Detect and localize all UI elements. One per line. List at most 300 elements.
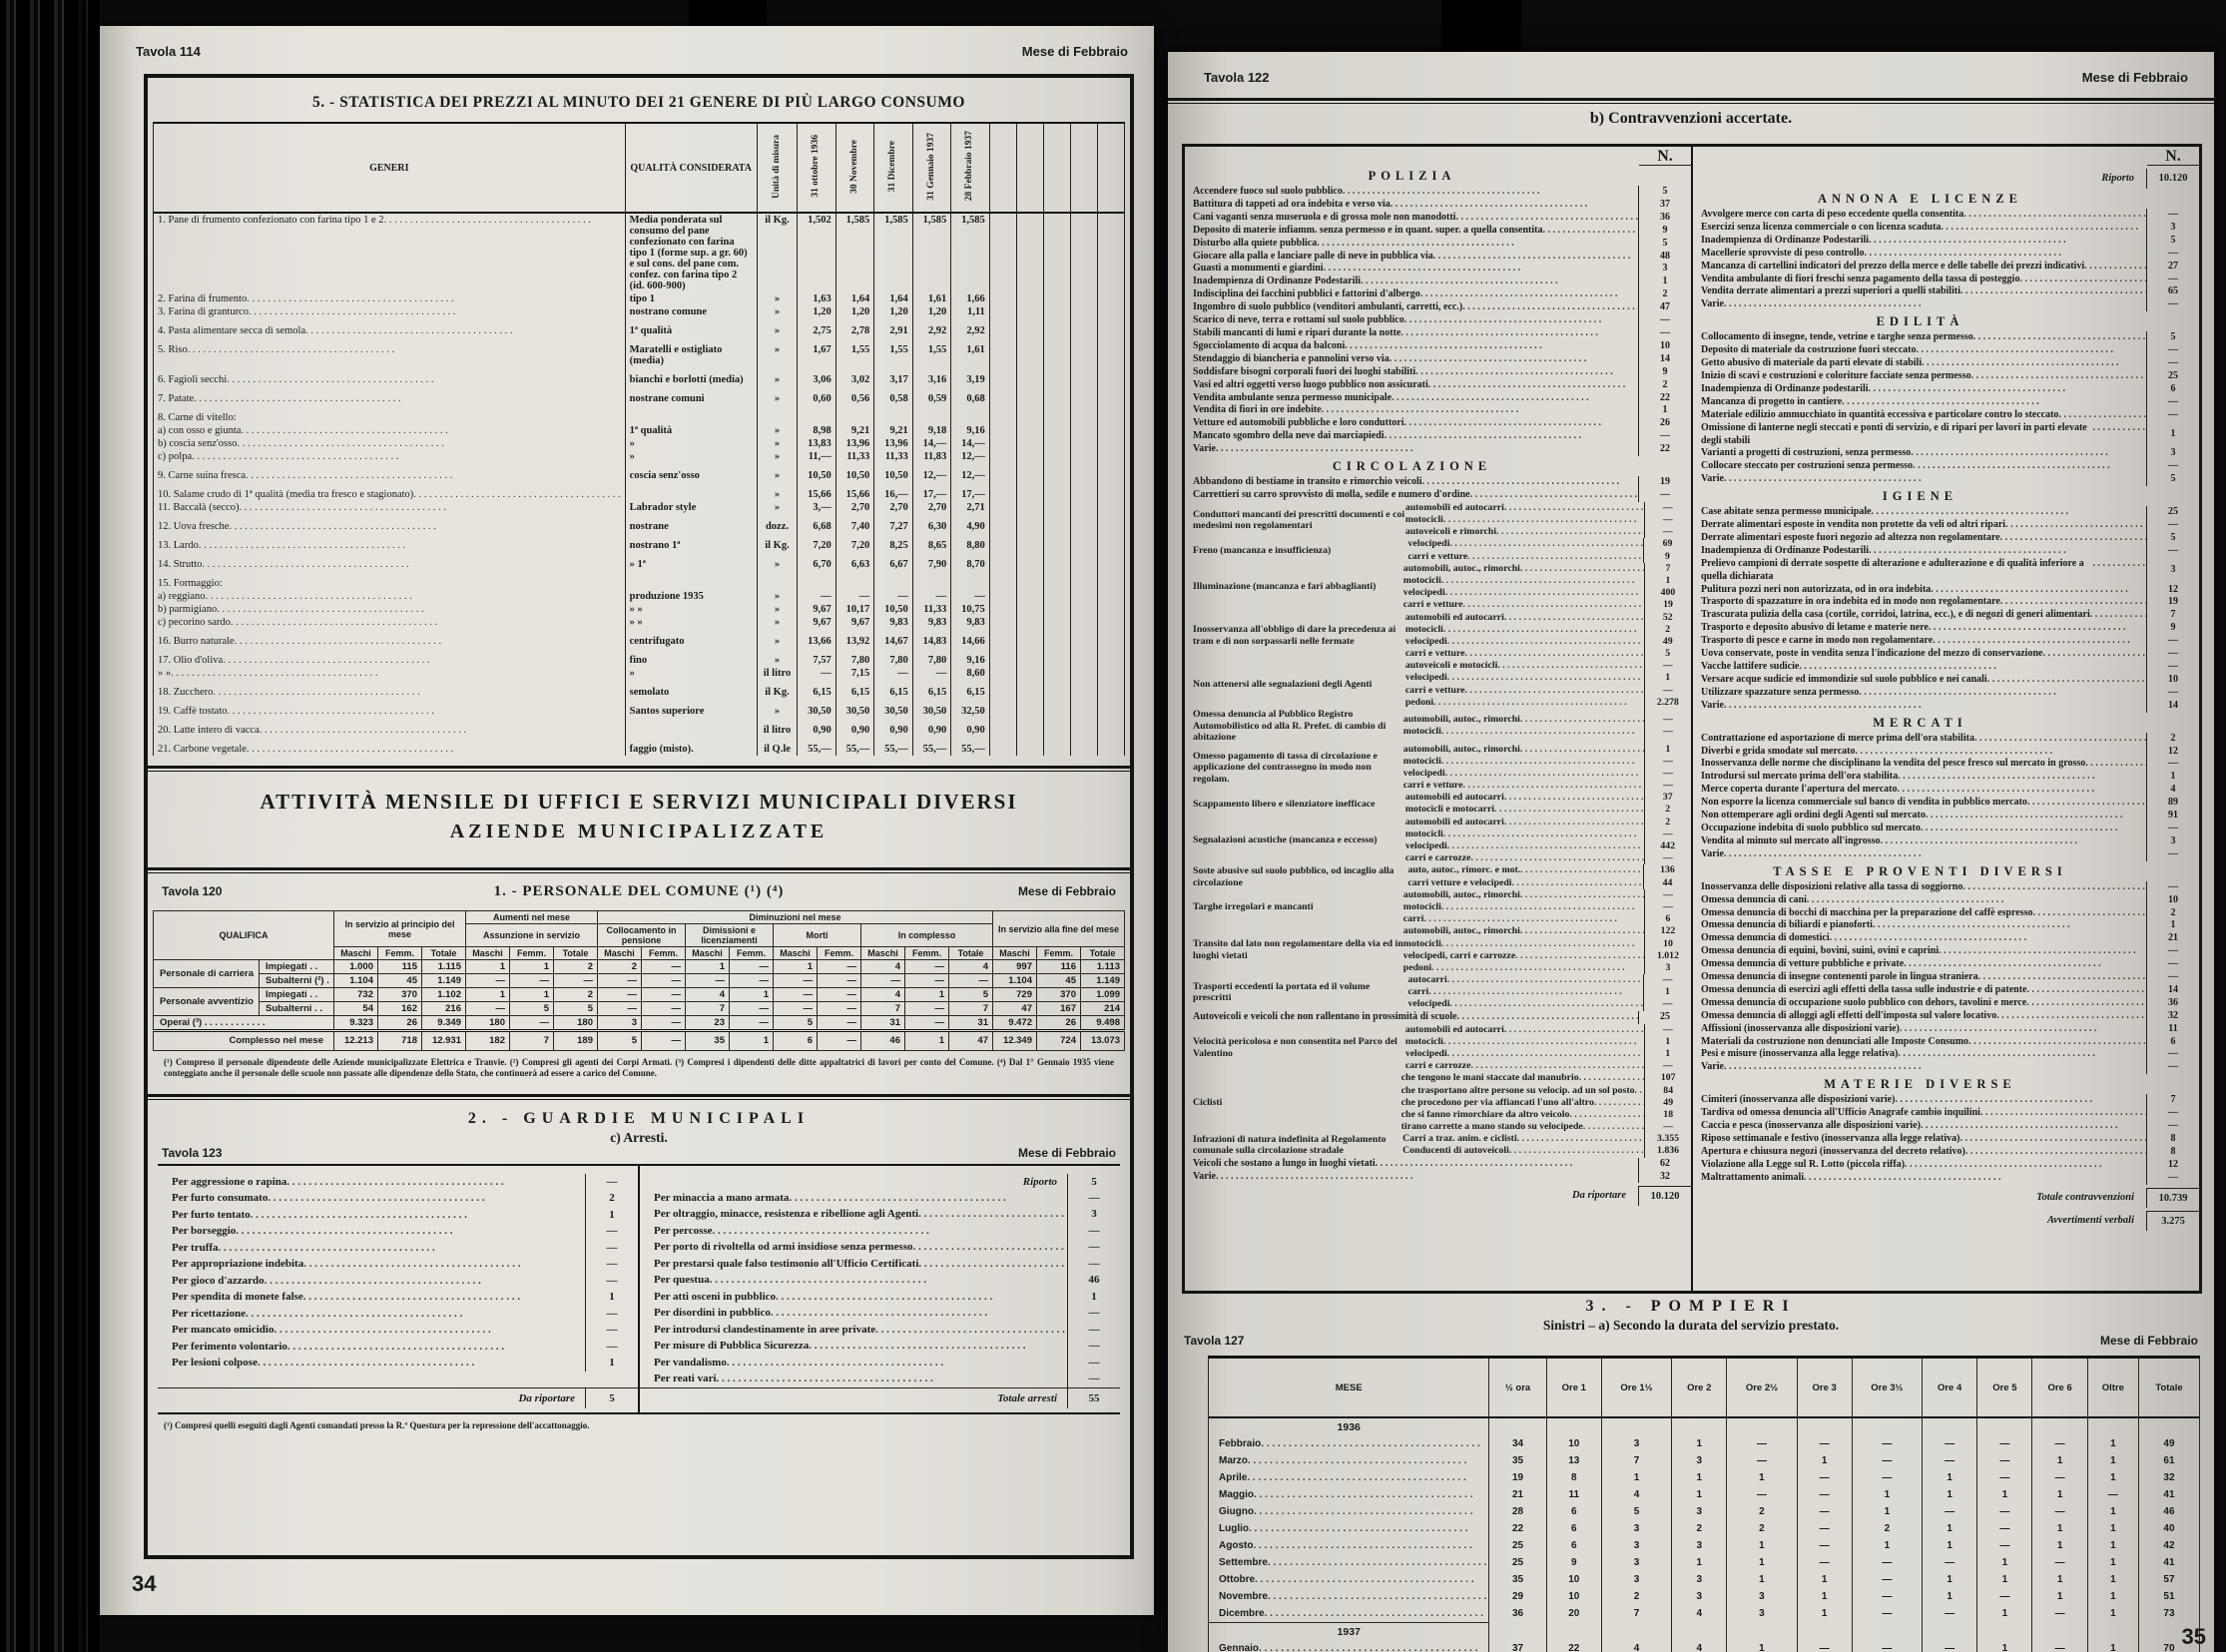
sub-items xyxy=(1403,563,1644,612)
dot-leader xyxy=(1443,514,1644,526)
riporto-row xyxy=(1693,169,2199,189)
empty-cell xyxy=(1097,337,1124,367)
table-row xyxy=(154,386,1125,405)
empty-cell xyxy=(1016,405,1043,424)
month-label: Maggio xyxy=(1219,1489,1254,1500)
dot-leader xyxy=(1216,1171,1638,1184)
month-flex xyxy=(1219,1455,1486,1466)
month-cell xyxy=(1209,1537,1489,1554)
value-cell: — xyxy=(905,1002,949,1016)
dot-leader xyxy=(1268,1591,1487,1602)
empty-cell xyxy=(1016,699,1043,718)
list-item xyxy=(1693,784,2199,797)
month-flex xyxy=(1219,1540,1486,1551)
list-item xyxy=(158,1339,638,1356)
sub-item-label: carri e carrozze xyxy=(1404,1060,1471,1072)
empty-cell xyxy=(1097,514,1124,533)
item-label: Deposito di materie infiamm. senza permesso e in quant. super. a quella consentita xyxy=(1193,224,1543,236)
dot-leader xyxy=(1987,674,2146,687)
list-item xyxy=(158,1174,638,1191)
value-cell: — xyxy=(1922,1452,1976,1469)
value-cell: 3,02 xyxy=(835,367,874,386)
item-main-label: Non attenersi alle segnalazioni degli Agenti xyxy=(1193,678,1373,690)
item-label: Inadempienza di Ordinanze Podestarili xyxy=(1701,234,1870,246)
dot-leader xyxy=(1869,383,2146,396)
dot-leader xyxy=(1520,563,1644,575)
item-text xyxy=(1693,971,2146,984)
sub-item-values: 7 1 400 19 xyxy=(1644,563,1691,612)
item-value: — xyxy=(2146,958,2199,971)
item-value: — xyxy=(2146,396,2199,409)
item-value: 26 xyxy=(1638,417,1691,430)
dot-leader xyxy=(1248,1455,1487,1466)
table-row xyxy=(154,974,1125,988)
item-value: 8 xyxy=(2146,1146,2199,1159)
value-cell: 1 xyxy=(2087,1537,2138,1554)
table-header-row xyxy=(1209,1358,2200,1418)
list-item xyxy=(1693,1061,2199,1074)
item-label: Inosservanza delle norme che disciplinano la vendita del pesce fresco sul mercato in grosso xyxy=(1701,758,2086,770)
qualita-cell: nostrano 1ª xyxy=(625,533,757,552)
genere-label: 14. Strutto xyxy=(158,559,203,570)
dot-leader xyxy=(249,306,621,317)
list-item-braced xyxy=(1185,612,1691,661)
value-cell: 1 xyxy=(730,1031,774,1051)
list-item xyxy=(1693,370,2199,383)
dot-leader xyxy=(260,725,621,736)
value-cell: — xyxy=(1797,1469,1852,1486)
item-label: Per vandalismo xyxy=(654,1356,727,1369)
table-header-row xyxy=(154,123,1125,213)
dot-leader xyxy=(1922,357,2146,370)
value-cell: 1.115 xyxy=(422,960,466,974)
item-label: Per misure di Pubblica Sicurezza xyxy=(654,1340,810,1352)
column-header: Oltre xyxy=(2087,1358,2138,1418)
sub-item-label: automobili ed autocarri xyxy=(1404,792,1504,804)
dot-leader xyxy=(241,425,620,436)
sub-item-label: carri e vetture xyxy=(1404,684,1465,696)
empty-cell xyxy=(1097,450,1124,463)
empty-cell xyxy=(1016,450,1043,463)
column-header: 31 Dicembre xyxy=(874,123,913,213)
genere-label: 3. Farina di granturco xyxy=(158,306,249,317)
list-item xyxy=(1693,274,2199,286)
table-row xyxy=(154,305,1125,318)
value-cell: 2 xyxy=(1601,1588,1671,1605)
list-item-braced xyxy=(1185,744,1691,793)
empty-cell xyxy=(1016,533,1043,552)
value-cell: 162 xyxy=(378,1002,422,1016)
value-cell: — xyxy=(2032,1503,2087,1520)
value-cell: 7,57 xyxy=(798,648,836,667)
prices-table-title: 5. - STATISTICA DEI PREZZI AL MINUTO DEI 21 GENERE DI PIÙ LARGO CONSUMO xyxy=(312,94,965,111)
empty-cell xyxy=(1097,571,1124,590)
empty-cell xyxy=(1016,590,1043,603)
list-item xyxy=(1693,506,2199,519)
value-cell: 6,70 xyxy=(798,552,836,571)
value-cell: 7,20 xyxy=(835,533,874,552)
dot-leader xyxy=(1962,881,2146,894)
value-cell: — xyxy=(1922,1435,1976,1452)
list-item xyxy=(1693,1172,2199,1185)
column-header: Dimissioni e licenziamenti xyxy=(686,924,774,947)
item-value: 25 xyxy=(2146,370,2199,383)
empty-cell xyxy=(1097,648,1124,667)
list-item xyxy=(1693,997,2199,1010)
page-number-left: 34 xyxy=(132,1571,157,1596)
dot-leader xyxy=(1322,404,1638,417)
value-cell: 2,78 xyxy=(835,318,874,337)
dot-leader xyxy=(1428,379,1638,392)
list-item xyxy=(1693,396,2199,409)
dot-leader xyxy=(1447,672,1644,684)
dot-leader xyxy=(1895,1094,2146,1107)
value-cell: — xyxy=(1977,1435,2032,1452)
dot-leader xyxy=(1911,447,2146,460)
empty-cell xyxy=(1070,629,1097,648)
dot-leader xyxy=(228,706,621,717)
item-text xyxy=(1693,848,2146,861)
table-row xyxy=(1209,1486,2200,1503)
item-text xyxy=(1693,222,2146,235)
empty-cell xyxy=(1043,318,1070,337)
sub-item-label: velocipedi xyxy=(1404,672,1447,684)
dot-leader xyxy=(1447,636,1644,648)
section-title: MATERIE DIVERSE xyxy=(1824,1077,2016,1092)
genere-label: 9. Carne suina fresca xyxy=(158,470,247,481)
value-cell: 9,16 xyxy=(951,648,990,667)
empty-cell xyxy=(1016,501,1043,514)
sub-item-label: che trasportano altre persone su velocip. ad un sol posto xyxy=(1400,1084,1635,1096)
table-row xyxy=(154,603,1125,616)
value-cell: 1,66 xyxy=(951,292,990,305)
item-value: — xyxy=(1638,430,1691,443)
list-item xyxy=(1693,907,2199,920)
guardie-subheader xyxy=(148,1146,1130,1160)
item-value: — xyxy=(2146,460,2199,473)
dot-leader xyxy=(1904,958,2146,971)
list-item xyxy=(1185,263,1691,275)
sub-item-values: 136 44 xyxy=(1643,864,1691,888)
dot-leader xyxy=(1594,1097,1645,1109)
sub-item xyxy=(1405,648,1644,660)
item-label: Varie xyxy=(1701,699,1724,711)
value-cell: 1 xyxy=(1601,1469,1671,1486)
table-row xyxy=(154,699,1125,718)
column-header: Unità di misura xyxy=(757,123,798,213)
dot-leader xyxy=(1254,1506,1486,1517)
item-text xyxy=(1693,835,2146,848)
item-label: Veicoli che sostano a lungo in luoghi vietati xyxy=(1193,1157,1376,1169)
genere-label: » » xyxy=(158,668,172,679)
empty-cell xyxy=(989,699,1016,718)
list-item xyxy=(640,1289,1120,1306)
value-cell: 32,50 xyxy=(951,699,990,718)
item-value: 5 xyxy=(1638,186,1691,199)
item-text xyxy=(1693,545,2146,558)
item-label: Varie xyxy=(1701,473,1724,485)
item-label: Scarico di neve, terra e rottami sul suolo pubblico xyxy=(1193,314,1404,326)
value-cell: 54 xyxy=(334,1002,378,1016)
item-value: — xyxy=(2146,209,2199,222)
item-value: — xyxy=(1067,1223,1120,1240)
empty-cell xyxy=(1043,463,1070,482)
list-item xyxy=(1693,635,2199,648)
value-cell: 1 xyxy=(1797,1588,1852,1605)
value-cell: 36 xyxy=(1489,1605,1546,1623)
value-cell: 1 xyxy=(2087,1588,2138,1605)
qualita-cell: coscia senz'osso xyxy=(625,463,757,482)
item-value: 10 xyxy=(1638,340,1691,353)
table-row xyxy=(154,667,1125,680)
list-item xyxy=(1185,476,1691,489)
genere-label: 5. Riso xyxy=(158,344,188,355)
list-item xyxy=(158,1322,638,1339)
column-header: GENERI xyxy=(154,123,626,213)
dot-leader xyxy=(2026,997,2146,1010)
empty-cell xyxy=(1922,1417,1976,1435)
column-header: MESE xyxy=(1209,1358,1489,1418)
value-cell: 14,83 xyxy=(912,629,951,648)
dot-leader xyxy=(1423,913,1643,925)
dot-leader xyxy=(1470,489,1638,502)
value-cell: 6,63 xyxy=(835,552,874,571)
n-column-header: N. xyxy=(2147,149,2199,166)
column-header: Femm. xyxy=(642,947,686,960)
sub-item-values: 52 2 49 5 xyxy=(1644,612,1692,661)
dot-leader xyxy=(227,374,621,385)
dot-leader xyxy=(1804,1172,2146,1185)
value-cell: — xyxy=(1797,1537,1852,1554)
dot-leader xyxy=(1968,1036,2146,1049)
value-cell: 70 xyxy=(2138,1640,2199,1652)
item-label: Omessa denuncia di cani xyxy=(1701,893,1807,905)
value-cell: 0,90 xyxy=(798,718,836,737)
list-item-braced xyxy=(1185,660,1691,709)
value-cell: 1 xyxy=(1797,1605,1852,1623)
genere-label: b) coscia senz'osso xyxy=(158,438,238,449)
sub-item-values: 1 — — — xyxy=(1644,744,1691,793)
column-header: Aumenti nel mese xyxy=(466,911,598,924)
value-cell: 6,68 xyxy=(798,514,836,533)
dot-leader xyxy=(1428,986,1643,998)
value-cell: 1,585 xyxy=(951,213,990,292)
value-cell: 28 xyxy=(1489,1503,1546,1520)
list-item xyxy=(640,1239,1120,1256)
value-cell: 13 xyxy=(1546,1452,1601,1469)
empty-cell xyxy=(1070,405,1097,424)
tavola-127-label: Tavola 127 xyxy=(1184,1334,1245,1348)
value-cell: 7,90 xyxy=(912,552,951,571)
dot-leader xyxy=(1900,1023,2146,1036)
column-header: Diminuzioni nel mese xyxy=(598,911,993,924)
value-cell: — xyxy=(798,590,836,603)
month-cell xyxy=(1209,1435,1489,1452)
list-item-braced xyxy=(1185,974,1691,1011)
dot-leader xyxy=(1960,1133,2147,1146)
value-cell: 47 xyxy=(949,1031,993,1051)
column-header: Totale xyxy=(949,947,993,960)
item-value: 2 xyxy=(1638,288,1691,301)
list-item xyxy=(1693,409,2199,422)
sub-item-label: carri e vetture xyxy=(1404,648,1465,660)
item-text xyxy=(1693,1094,2146,1107)
item-text xyxy=(1693,609,2146,622)
value-cell: 32 xyxy=(2138,1469,2199,1486)
item-label: Affissioni (inosservanza alle disposizioni varie) xyxy=(1701,1022,1900,1034)
value-cell: — xyxy=(818,1016,861,1031)
item-text xyxy=(1693,1010,2146,1023)
value-cell: 5 xyxy=(510,1002,554,1016)
dot-leader xyxy=(1268,1557,1487,1568)
list-item xyxy=(640,1322,1120,1339)
empty-cell xyxy=(1016,737,1043,756)
item-value: — xyxy=(585,1223,638,1240)
tavola-123-label: Tavola 123 xyxy=(162,1145,223,1160)
month-label: Gennaio xyxy=(1219,1643,1260,1652)
sub-item-values: 3.355 1.836 xyxy=(1644,1133,1691,1157)
empty-cell xyxy=(1043,616,1070,629)
dot-leader xyxy=(1929,622,2146,635)
value-cell: — xyxy=(730,974,774,988)
empty-cell xyxy=(1016,616,1043,629)
value-cell: 7,80 xyxy=(912,648,951,667)
value-cell: 2,92 xyxy=(912,318,951,337)
qualita-cell: Maratelli e ostigliato (media) xyxy=(625,337,757,367)
sub-items xyxy=(1405,817,1644,865)
value-cell: 8,60 xyxy=(951,667,990,680)
item-text xyxy=(1185,489,1638,502)
empty-cell xyxy=(1852,1417,1922,1435)
item-value: 37 xyxy=(1638,199,1691,212)
dot-leader xyxy=(2000,596,2146,609)
value-cell: — xyxy=(2032,1640,2087,1652)
empty-cell xyxy=(1852,1623,1922,1641)
dot-leader xyxy=(1254,1489,1486,1500)
column-header: Ore 1½ xyxy=(1601,1358,1671,1418)
dot-leader xyxy=(1520,744,1644,756)
empty-cell xyxy=(1070,292,1097,305)
list-item xyxy=(1185,225,1691,238)
item-value: 3 xyxy=(1638,263,1691,275)
dot-leader xyxy=(1635,1085,1645,1097)
value-cell: 1,20 xyxy=(798,305,836,318)
dot-leader xyxy=(1504,1024,1644,1036)
value-cell: 3,— xyxy=(798,501,836,514)
value-cell: 45 xyxy=(378,974,422,988)
value-cell: — xyxy=(905,1016,949,1031)
empty-cell xyxy=(1016,305,1043,318)
item-value: — xyxy=(2146,758,2199,771)
contravvenzioni-left-column xyxy=(1185,147,1691,1291)
item-text xyxy=(1693,1120,2146,1133)
sub-item xyxy=(1405,697,1644,709)
column-header: Ore 3 xyxy=(1797,1358,1852,1418)
value-cell: 37 xyxy=(1489,1640,1546,1652)
dot-leader xyxy=(1345,340,1638,353)
value-cell: 7 xyxy=(686,1002,730,1016)
sub-item xyxy=(1403,756,1644,768)
value-cell: 1 xyxy=(510,960,554,974)
value-cell: 46 xyxy=(2138,1503,2199,1520)
empty-cell xyxy=(1097,437,1124,450)
value-cell: 1 xyxy=(466,960,510,974)
value-cell: 9,83 xyxy=(951,616,990,629)
dot-leader xyxy=(1939,945,2146,958)
empty-cell xyxy=(1016,482,1043,501)
dot-leader xyxy=(1247,1472,1486,1483)
value-cell: 34 xyxy=(1489,1435,1546,1452)
sub-item xyxy=(1408,877,1643,889)
empty-cell xyxy=(1097,213,1124,292)
genere-label: 11. Baccalà (secco) xyxy=(158,502,240,513)
item-label: Varie xyxy=(1193,443,1216,455)
item-label: Per oltraggio, minacce, resistenza e ribellione agli Agenti xyxy=(654,1208,919,1220)
item-value: — xyxy=(585,1306,638,1323)
item-text xyxy=(1693,298,2146,311)
column-header: Maschi xyxy=(774,947,818,960)
dot-leader xyxy=(286,1174,585,1191)
column-header: 30 Novembre xyxy=(835,123,874,213)
genere-cell xyxy=(154,590,626,603)
value-cell: 116 xyxy=(1037,960,1081,974)
empty-cell xyxy=(1097,463,1124,482)
item-text xyxy=(1693,383,2146,396)
value-cell xyxy=(951,405,990,424)
value-cell: 7,20 xyxy=(798,533,836,552)
value-cell: 73 xyxy=(2138,1605,2199,1623)
value-cell: 6,15 xyxy=(798,680,836,699)
list-item xyxy=(158,1190,638,1207)
empty-cell xyxy=(1097,552,1124,571)
value-cell: 1.113 xyxy=(1081,960,1125,974)
item-value: 32 xyxy=(2146,1010,2199,1023)
empty-cell xyxy=(1070,482,1097,501)
item-label: Per prestarsi quale falso testimonio all'Ufficio Certificati xyxy=(654,1257,919,1270)
item-label: Per aggressione o rapina xyxy=(172,1175,287,1188)
empty-cell xyxy=(1043,552,1070,571)
column-header xyxy=(989,123,1016,213)
dot-leader xyxy=(265,1273,585,1290)
sub-item xyxy=(1405,660,1644,672)
list-item xyxy=(1693,473,2199,486)
list-item xyxy=(1693,1094,2199,1107)
genere-cell xyxy=(154,405,626,424)
value-cell: 2 xyxy=(1852,1520,1922,1537)
empty-cell xyxy=(1043,699,1070,718)
item-label: Trascurata pulizia della casa (cortile, corridoi, latrina, ecc.), e di negozi di generi alimentari xyxy=(1701,609,2090,621)
section-title: POLIZIA xyxy=(1368,169,1456,183)
genere-flex xyxy=(158,306,621,317)
month-flex xyxy=(1219,1557,1486,1568)
sub-items xyxy=(1403,709,1644,744)
value-cell: 2,70 xyxy=(835,501,874,514)
item-text xyxy=(1185,186,1638,199)
dot-leader xyxy=(1445,587,1644,599)
value-cell: 22 xyxy=(1489,1520,1546,1537)
value-cell: — xyxy=(730,1016,774,1031)
dot-leader xyxy=(303,1256,585,1273)
item-value: — xyxy=(585,1256,638,1273)
dot-leader xyxy=(213,687,620,698)
item-value: 1 xyxy=(585,1355,638,1372)
month-flex xyxy=(1219,1574,1486,1585)
dot-leader xyxy=(1404,314,1638,327)
column-header xyxy=(1043,123,1070,213)
list-item xyxy=(158,1306,638,1323)
item-value: 12 xyxy=(2146,746,2199,759)
list-item xyxy=(1693,823,2199,835)
